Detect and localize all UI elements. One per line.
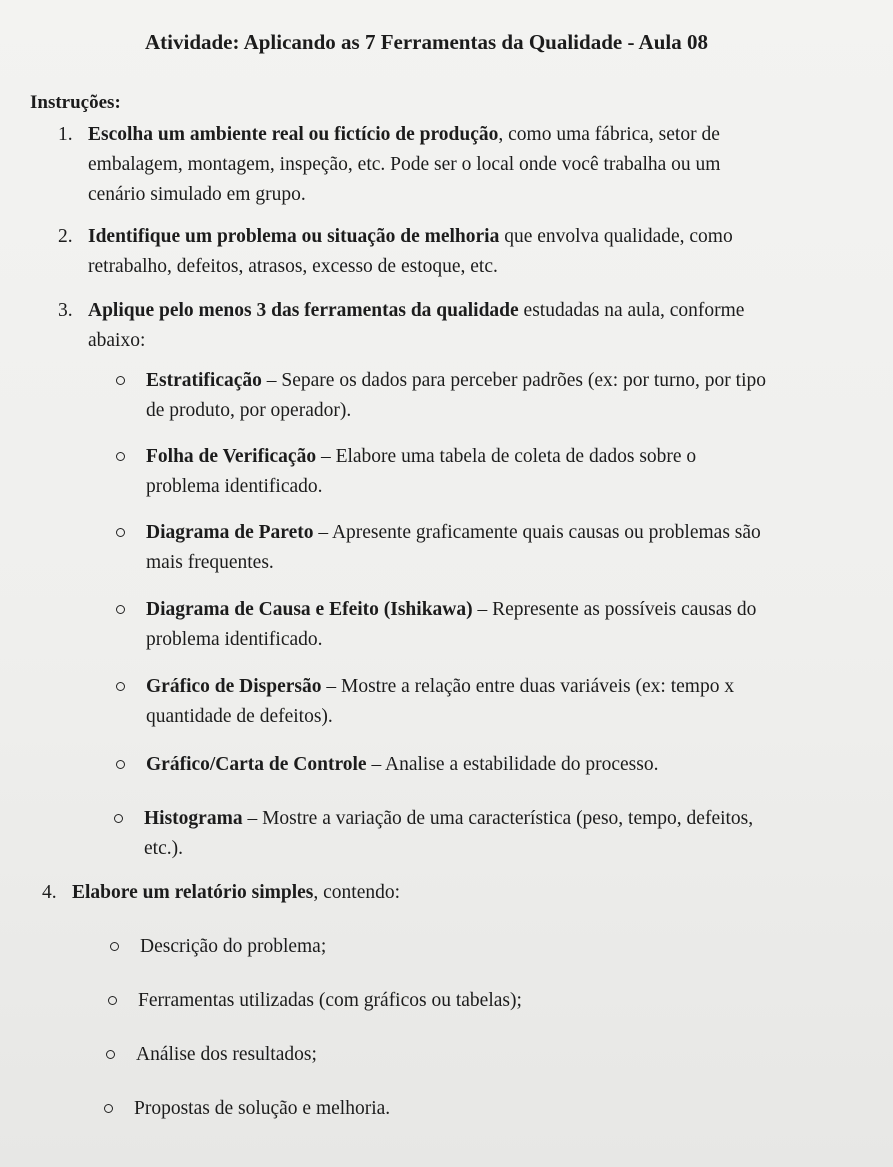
report-item [106,1040,317,1070]
step-text-line2: abaixo: [88,330,146,351]
bullet-icon [116,605,125,614]
step-1 [58,120,720,210]
step-number: 2. [58,226,73,247]
step-number: 1. [58,124,73,145]
tool-name: Gráfico/Carta de Controle [146,754,367,775]
report-item-text: Propostas de solução e melhoria. [134,1098,391,1119]
bullet-icon [116,376,125,385]
tool-description: – Represente as possíveis causas do [472,599,757,620]
tool-description-line2: de produto, por operador). [146,400,352,421]
tool-description-line2: problema identificado. [146,629,323,650]
tool-description-line2: etc.). [144,838,183,859]
tool-description-line2: quantidade de defeitos). [146,706,333,727]
instructions-heading: Instruções: [30,92,121,113]
bullet-icon [116,682,125,691]
step-text: , como uma fábrica, setor de [498,124,720,145]
tool-item-dispersao [116,672,734,732]
tool-description: – Mostre a variação de uma característica (peso, tempo, defeitos, [242,808,754,829]
bullet-icon [116,528,125,537]
bullet-icon [110,942,119,951]
tool-name: Folha de Verificação [146,446,317,467]
step-number: 4. [42,882,57,903]
tool-name: Diagrama de Causa e Efeito (Ishikawa) [146,599,473,620]
tool-item-estratificacao [116,366,766,426]
bullet-icon [104,1104,113,1113]
tool-name: Diagrama de Pareto [146,522,314,543]
tool-name: Estratificação [146,370,262,391]
step-text: que envolva qualidade, como [499,226,733,247]
report-item-text: Análise dos resultados; [136,1044,317,1065]
bullet-icon [116,760,125,769]
step-text-line2: retrabalho, defeitos, atrasos, excesso de estoque, etc. [88,256,498,277]
tool-item-histograma [114,804,753,864]
step-bold-text: Aplique pelo menos 3 das ferramentas da qualidade [88,300,519,321]
step-bold-text: Elabore um relatório simples [72,882,314,903]
bullet-icon [114,814,123,823]
step-3 [58,296,744,356]
step-text: estudadas na aula, conforme [518,300,745,321]
step-text: , contendo: [313,882,401,903]
tool-item-folha-verificacao [116,442,696,502]
step-text-line3: cenário simulado em grupo. [88,184,306,205]
report-item [110,932,326,962]
step-bold-text: Escolha um ambiente real ou fictício de produção [88,124,499,145]
tool-description: – Elabore uma tabela de coleta de dados sobre o [316,446,697,467]
tool-description: – Mostre a relação entre duas variáveis (ex: tempo x [321,676,735,697]
tool-item-pareto [116,518,761,578]
step-number: 3. [58,300,73,321]
bullet-icon [108,996,117,1005]
step-4 [42,878,400,908]
step-bold-text: Identifique um problema ou situação de melhoria [88,226,500,247]
tool-description: – Apresente graficamente quais causas ou problemas são [313,522,761,543]
report-item [108,986,522,1016]
step-text-line2: embalagem, montagem, inspeção, etc. Pode ser o local onde você trabalha ou um [88,154,721,175]
tool-name: Histograma [144,808,243,829]
report-item-text: Descrição do problema; [140,936,327,957]
report-item [104,1094,390,1124]
report-item-text: Ferramentas utilizadas (com gráficos ou tabelas); [138,990,522,1011]
bullet-icon [106,1050,115,1059]
step-2 [58,222,733,282]
tool-description: – Separe os dados para perceber padrões (ex: por turno, por tipo [261,370,767,391]
tool-description-line2: problema identificado. [146,476,323,497]
tool-description-line2: mais frequentes. [146,552,274,573]
bullet-icon [116,452,125,461]
tool-item-carta-controle [116,750,658,780]
tool-name: Gráfico de Dispersão [146,676,322,697]
tool-item-ishikawa [116,595,756,655]
page-title: Atividade: Aplicando as 7 Ferramentas da Qualidade - Aula 08 [145,30,708,54]
tool-description: – Analise a estabilidade do processo. [366,754,659,775]
